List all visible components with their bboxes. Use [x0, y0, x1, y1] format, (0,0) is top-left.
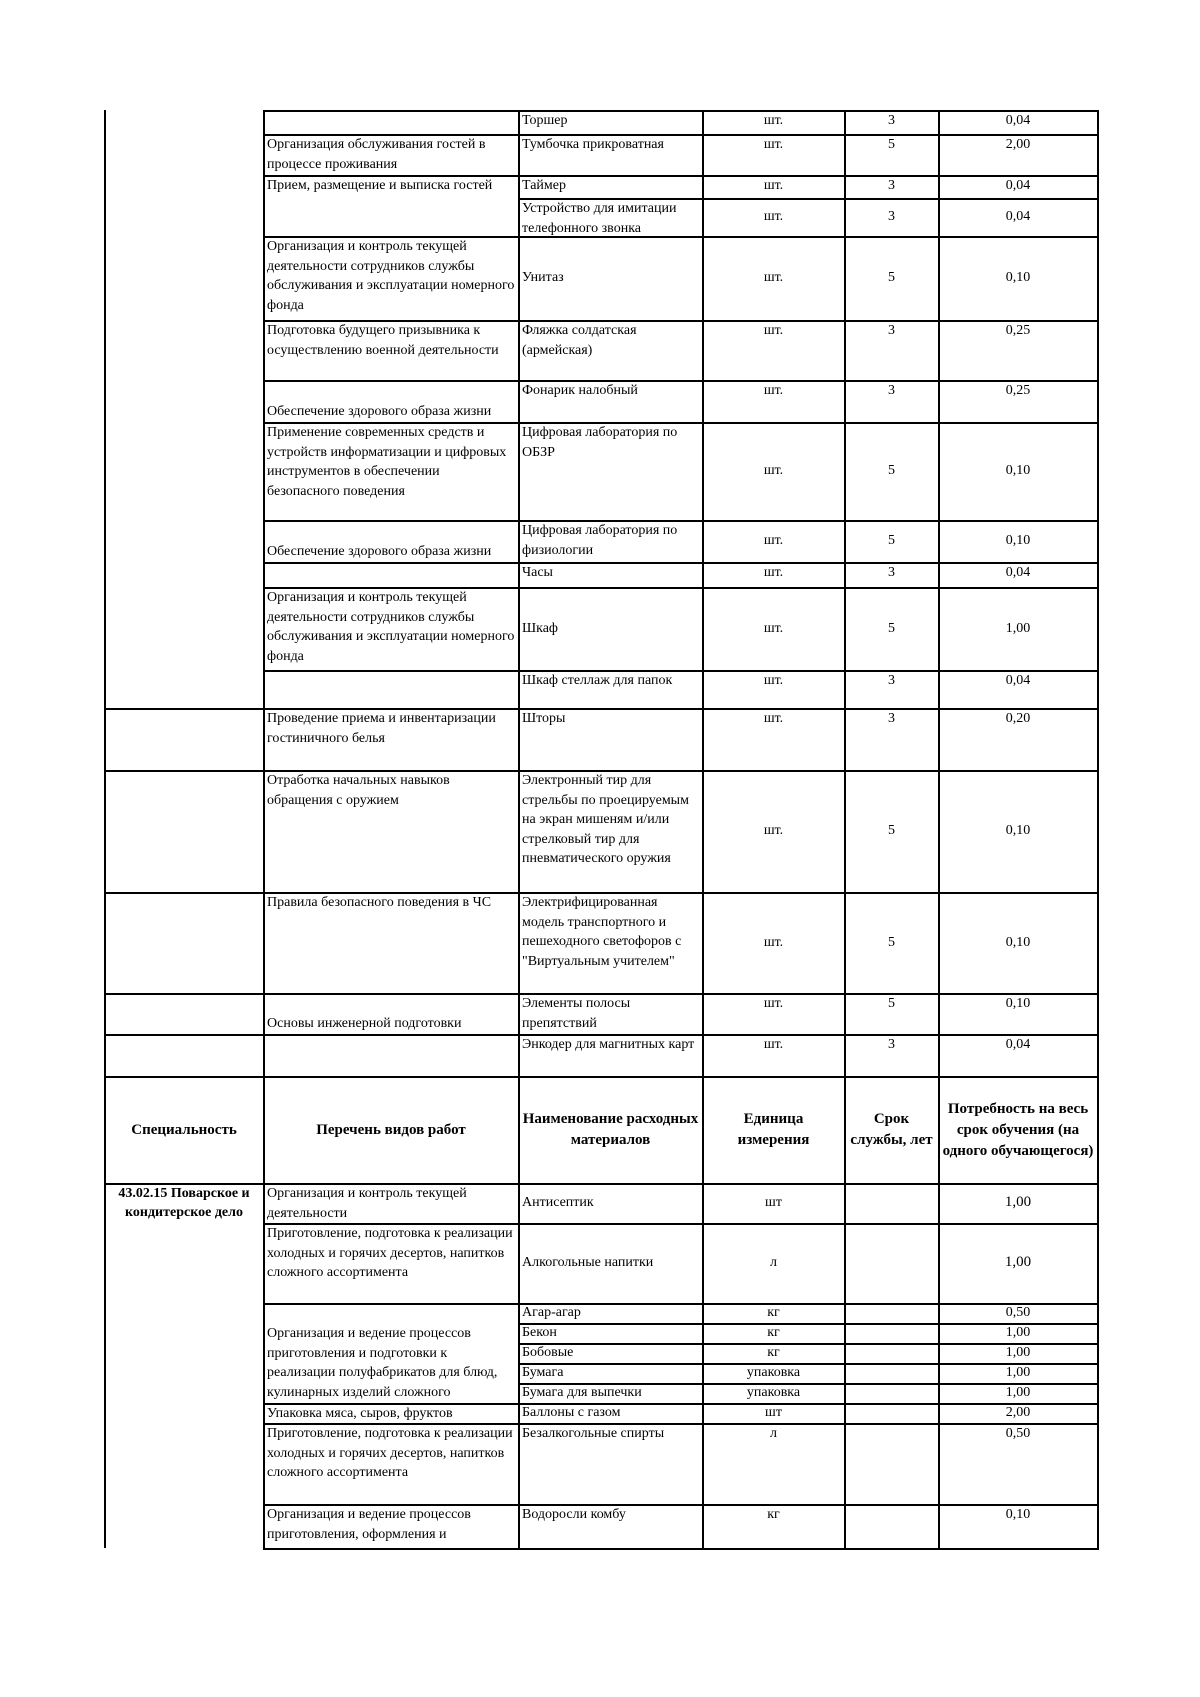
unit-cell: шт.: [763, 620, 784, 636]
unit-cell: шт.: [763, 323, 784, 338]
material-name-cell: Фляжка солдатская (армейская): [522, 323, 637, 358]
service-life-cell: 5: [888, 137, 895, 152]
need-cell: 0,10: [1005, 996, 1031, 1011]
table-border: [518, 1383, 1099, 1385]
table-border: [104, 1183, 106, 1548]
material-name-cell: Алкогольные напитки: [522, 1255, 654, 1271]
material-name-cell: Безалкогольные спирты: [522, 1426, 665, 1441]
unit-cell: кг: [767, 1507, 780, 1522]
work-type-cell: Организация и ведение процессов приготовления, оформления и: [267, 1507, 471, 1542]
work-type-cell: Организация обслуживания гостей в процессе проживания: [267, 137, 486, 172]
service-life-cell: 5: [888, 823, 895, 839]
work-type-cell: Обеспечение здорового образа жизни: [267, 543, 492, 559]
table-border: [1097, 1183, 1099, 1548]
unit-cell: л: [770, 1426, 777, 1441]
work-type-cell: Приготовление, подготовка к реализации холодных и горячих десертов, напитков сложного ассортимента: [267, 1426, 513, 1480]
column-header: Специальность: [131, 1121, 237, 1138]
table-border: [263, 1034, 1099, 1036]
work-type-cell: [264, 111, 518, 133]
table-border: [263, 1403, 1099, 1405]
table-border: [263, 1076, 265, 1183]
unit-cell: кг: [767, 1325, 780, 1341]
table-border: [844, 1183, 846, 1548]
service-life-cell: [845, 1505, 938, 1547]
material-name-cell: Бумага: [522, 1365, 564, 1381]
material-name-cell: Унитаз: [522, 270, 564, 286]
need-cell: 0,50: [1005, 1426, 1031, 1441]
service-life-cell: 5: [888, 533, 895, 549]
need-cell: 1,00: [1005, 1325, 1031, 1341]
table-border: [263, 110, 1099, 112]
material-name-cell: Часы: [522, 565, 553, 580]
table-border: [263, 320, 1099, 322]
service-life-cell: 3: [888, 673, 895, 688]
table-border: [104, 770, 265, 772]
table-border: [518, 110, 520, 1076]
material-name-cell: Бумага для выпечки: [522, 1385, 642, 1401]
need-cell: 0,20: [1005, 711, 1031, 726]
unit-cell: шт.: [763, 178, 784, 193]
table-border: [263, 1303, 1099, 1305]
work-type-cell: [264, 199, 518, 235]
material-name-cell: Электрифицированная модель транспортного и пешеходного светофоров с "Виртуальным учителем": [522, 895, 682, 969]
need-cell: 0,10: [1005, 823, 1031, 839]
table-border: [263, 1504, 1099, 1506]
specialty-name: 43.02.15 Поварское и кондитерское дело: [118, 1186, 250, 1220]
material-name-cell: Таймер: [522, 178, 566, 193]
table-border: [518, 1076, 520, 1183]
work-type-cell: Упаковка мяса, сыров, фруктов: [267, 1406, 453, 1421]
table-border: [104, 1034, 265, 1036]
unit-cell: шт.: [763, 270, 784, 286]
unit-cell: упаковка: [746, 1365, 801, 1381]
table-border: [518, 198, 1099, 200]
need-cell: 0,10: [1005, 270, 1031, 286]
material-name-cell: Элементы полосы препятствий: [522, 996, 631, 1031]
need-cell: 0,04: [1005, 1037, 1031, 1052]
need-cell: 0,04: [1005, 209, 1031, 225]
service-life-cell: 3: [888, 1037, 895, 1052]
unit-cell: шт: [765, 1405, 782, 1421]
unit-cell: шт.: [763, 673, 784, 688]
material-name-cell: Цифровая лаборатория по ОБЗР: [522, 425, 678, 460]
need-cell: 0,04: [1005, 113, 1031, 128]
table-border: [1097, 110, 1099, 1076]
service-life-cell: [845, 1224, 938, 1302]
material-name-cell: Торшер: [522, 113, 568, 128]
column-header: Срок службы, лет: [850, 1111, 933, 1148]
need-cell: 1,00: [1005, 1365, 1031, 1381]
need-cell: 1,00: [1004, 1194, 1032, 1211]
service-life-cell: [845, 1304, 938, 1322]
material-name-cell: Бекон: [522, 1325, 557, 1341]
service-life-cell: 5: [888, 620, 895, 636]
material-name-cell: Бобовые: [522, 1345, 574, 1361]
table-border: [518, 1363, 1099, 1365]
table-border: [104, 1076, 106, 1183]
material-name-cell: Устройство для имитации телефонного звонка: [522, 201, 677, 235]
service-life-cell: [845, 1184, 938, 1222]
work-type-cell: Основы инженерной подготовки: [267, 1015, 462, 1031]
service-life-cell: 3: [888, 178, 895, 193]
table-border: [702, 1076, 704, 1183]
table-border: [263, 1223, 1099, 1225]
service-life-cell: [845, 1364, 938, 1382]
material-name-cell: Электронный тир для стрельбы по проецируемым на экран мишеням и/или стрелковый тир для пневматического оружия: [522, 773, 689, 866]
work-type-cell: Подготовка будущего призывника к осуществлению военной деятельности: [267, 323, 499, 358]
unit-cell: шт.: [763, 711, 784, 726]
table-border: [263, 236, 1099, 238]
work-type-cell: Прием, размещение и выписка гостей: [267, 178, 493, 193]
column-header: Перечень видов работ: [316, 1121, 466, 1138]
table-border: [702, 110, 704, 1076]
need-cell: 0,04: [1005, 565, 1031, 580]
table-border: [104, 708, 265, 710]
work-type-cell: Приготовление, подготовка к реализации холодных и горячих десертов, напитков сложного ассортимента: [267, 1226, 513, 1280]
unit-cell: упаковка: [746, 1385, 801, 1401]
table-border: [263, 770, 1099, 772]
material-name-cell: Шторы: [522, 711, 566, 726]
table-border: [263, 1423, 1099, 1425]
work-type-cell: Проведение приема и инвентаризации гостиничного белья: [267, 711, 496, 746]
material-name-cell: Цифровая лаборатория по физиологии: [522, 523, 678, 558]
table-border: [263, 1548, 1099, 1550]
unit-cell: шт.: [763, 533, 784, 549]
unit-cell: шт: [765, 1195, 782, 1211]
need-cell: 0,10: [1005, 1507, 1031, 1522]
unit-cell: шт.: [763, 113, 784, 128]
table-border: [104, 892, 265, 894]
table-border: [518, 1183, 520, 1548]
table-border: [263, 134, 1099, 136]
table-border: [518, 1323, 1099, 1325]
unit-cell: шт.: [763, 209, 784, 225]
need-cell: 1,00: [1005, 1385, 1031, 1401]
service-life-cell: 5: [888, 996, 895, 1011]
need-cell: 0,04: [1005, 178, 1031, 193]
table-border: [263, 380, 1099, 382]
table-border: [263, 562, 1099, 564]
need-cell: 1,00: [1004, 1254, 1032, 1271]
work-type-cell: [264, 1035, 518, 1075]
column-header: Наименование расходных материалов: [522, 1111, 699, 1148]
table-border: [702, 1183, 704, 1548]
material-name-cell: Энкодер для магнитных карт: [522, 1037, 695, 1052]
table-border: [263, 708, 1099, 710]
need-cell: 1,00: [1005, 1345, 1031, 1361]
service-life-cell: [845, 1384, 938, 1402]
table-border: [263, 520, 1099, 522]
material-name-cell: Шкаф: [522, 620, 558, 636]
unit-cell: шт.: [763, 996, 784, 1011]
table-border: [518, 1343, 1099, 1345]
material-name-cell: Баллоны с газом: [522, 1405, 621, 1421]
material-name-cell: Тумбочка прикроватная: [522, 137, 664, 152]
service-life-cell: 3: [888, 323, 895, 338]
need-cell: 0,04: [1005, 673, 1031, 688]
column-header: Потребность на весь срок обучения (на одного обучающегося): [942, 1100, 1094, 1159]
need-cell: 0,50: [1005, 1305, 1031, 1321]
unit-cell: шт.: [763, 565, 784, 580]
table-border: [938, 1076, 940, 1183]
table-border: [104, 110, 106, 1076]
table-border: [263, 110, 265, 1076]
column-header: Единица измерения: [737, 1111, 810, 1148]
service-life-cell: 3: [888, 383, 895, 398]
work-type-cell: Организация и ведение процессов приготовления и подготовки к реализации полуфабрикатов для блюд, кулинарных изделий сложного: [267, 1326, 498, 1400]
table-border: [263, 587, 1099, 589]
table-border: [263, 670, 1099, 672]
need-cell: 1,00: [1005, 620, 1031, 636]
table-border: [844, 110, 846, 1076]
table-border: [263, 892, 1099, 894]
need-cell: 0,25: [1005, 383, 1031, 398]
material-name-cell: Водоросли комбу: [522, 1507, 626, 1522]
service-life-cell: 3: [888, 113, 895, 128]
table-border: [263, 993, 1099, 995]
unit-cell: шт.: [763, 1037, 784, 1052]
table-border: [938, 110, 940, 1076]
work-type-cell: [264, 563, 518, 586]
table-border: [844, 1076, 846, 1183]
service-life-cell: 3: [888, 711, 895, 726]
unit-cell: шт.: [763, 383, 784, 398]
need-cell: 2,00: [1005, 137, 1031, 152]
material-name-cell: Агар-агар: [522, 1305, 581, 1321]
material-name-cell: Шкаф стеллаж для папок: [522, 673, 673, 688]
service-life-cell: 5: [888, 934, 895, 950]
unit-cell: л: [770, 1255, 777, 1271]
service-life-cell: [845, 1324, 938, 1342]
service-life-cell: 3: [888, 565, 895, 580]
unit-cell: кг: [767, 1345, 780, 1361]
material-name-cell: Антисептик: [522, 1195, 594, 1211]
unit-cell: шт.: [763, 137, 784, 152]
unit-cell: кг: [767, 1305, 780, 1321]
work-type-cell: Применение современных средств и устройств информатизации и цифровых инструментов в обеспечении безопасного поведения: [267, 425, 507, 499]
service-life-cell: [845, 1424, 938, 1503]
work-type-cell: Правила безопасного поведения в ЧС: [267, 895, 492, 910]
unit-cell: шт.: [763, 934, 784, 950]
work-type-cell: Организация и контроль текущей деятельности сотрудников службы обслуживания и эксплуатации номерного фонда: [267, 239, 515, 313]
work-type-cell: [264, 671, 518, 707]
table-border: [263, 422, 1099, 424]
table-border: [104, 993, 265, 995]
need-cell: 0,25: [1005, 323, 1031, 338]
service-life-cell: [845, 1404, 938, 1422]
work-type-cell: Отработка начальных навыков обращения с оружием: [267, 773, 450, 808]
unit-cell: шт.: [763, 463, 784, 479]
table-border: [938, 1183, 940, 1548]
service-life-cell: 5: [888, 270, 895, 286]
need-cell: 0,10: [1005, 463, 1031, 479]
service-life-cell: 5: [888, 463, 895, 479]
need-cell: 0,10: [1005, 533, 1031, 549]
material-name-cell: Фонарик налобный: [522, 383, 638, 398]
table-border: [1097, 1076, 1099, 1183]
work-type-cell: Обеспечение здорового образа жизни: [267, 403, 492, 419]
work-type-cell: Организация и контроль текущей деятельности: [267, 1186, 467, 1221]
service-life-cell: [845, 1344, 938, 1362]
table-border: [263, 1183, 265, 1548]
need-cell: 0,10: [1005, 934, 1031, 950]
service-life-cell: 3: [888, 209, 895, 225]
work-type-cell: Организация и контроль текущей деятельности сотрудников службы обслуживания и эксплуатации номерного фонда: [267, 590, 515, 664]
need-cell: 2,00: [1005, 1405, 1031, 1421]
table-border: [263, 175, 1099, 177]
unit-cell: шт.: [763, 823, 784, 839]
